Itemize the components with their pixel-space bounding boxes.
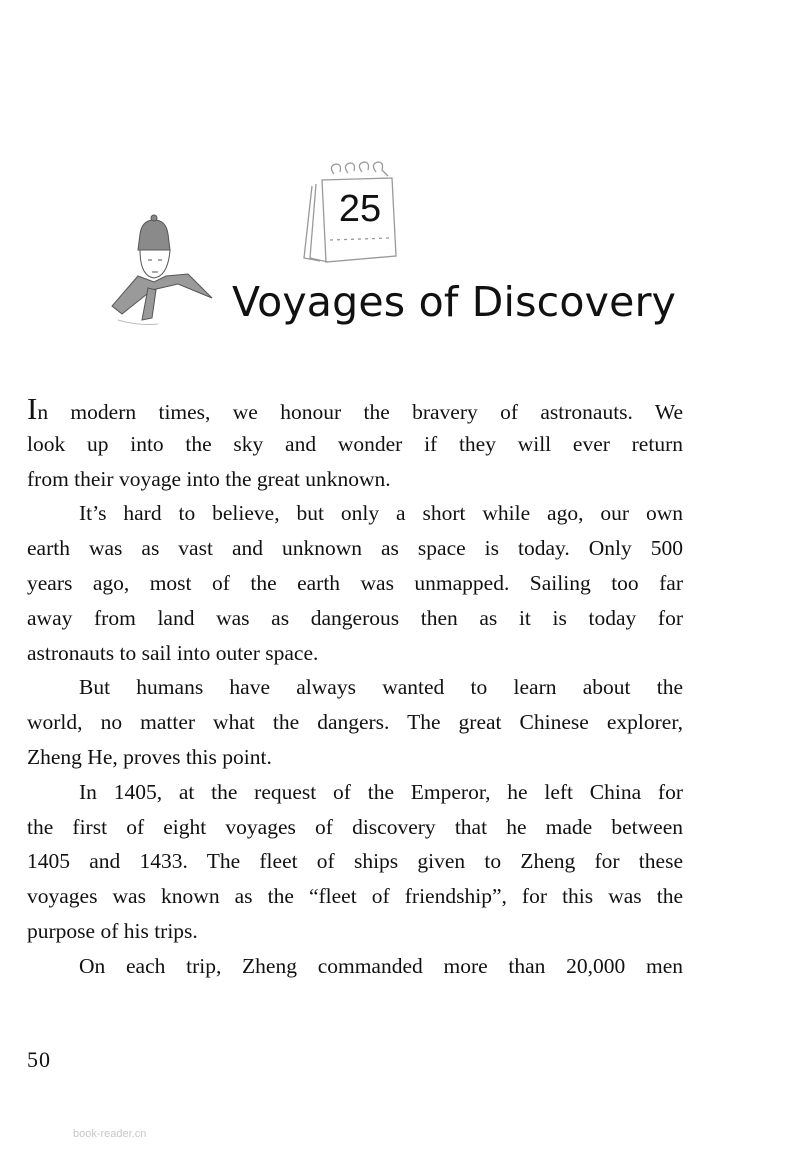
watermark: book-reader.cn (73, 1128, 147, 1140)
text-line: the first of eight voyages of discovery that he made between (27, 814, 683, 839)
text-line: away from land was as dangerous then as it is today for (27, 605, 683, 630)
text-line: purpose of his trips. (27, 918, 198, 943)
text-line: look up into the sky and wonder if they will ever return (27, 431, 683, 456)
page-number: 50 (27, 1047, 51, 1072)
text-line: world, no matter what the dangers. The great Chinese explorer, (27, 710, 683, 735)
chapter-title: Voyages of Discovery (232, 278, 677, 326)
text-line: In modern times, we honour the bravery of astronauts. We (27, 392, 683, 426)
body-text (27, 392, 683, 984)
text-line: astronauts to sail into outer space. (27, 640, 319, 665)
zheng-he-illustration (108, 210, 220, 330)
drop-cap: I (27, 392, 38, 426)
text-line: voyages was known as the “fleet of friendship”, for this was the (27, 884, 683, 909)
text-line: 1405 and 1433. The fleet of ships given to Zheng for these (27, 849, 683, 874)
chapter-number: 25 (338, 188, 382, 230)
text-line: earth was as vast and unknown as space is today. Only 500 (27, 536, 683, 561)
text-line: On each trip, Zheng commanded more than 20,000 men (79, 953, 683, 978)
text-line: years ago, most of the earth was unmapped. Sailing too far (27, 570, 683, 595)
text-line: from their voyage into the great unknown. (27, 466, 391, 491)
text-line: Zheng He, proves this point. (27, 744, 272, 769)
text-line: But humans have always wanted to learn about the (79, 675, 683, 700)
text-line: It’s hard to believe, but only a short while ago, our own (79, 501, 683, 526)
text-line: In 1405, at the request of the Emperor, he left China for (79, 779, 683, 804)
